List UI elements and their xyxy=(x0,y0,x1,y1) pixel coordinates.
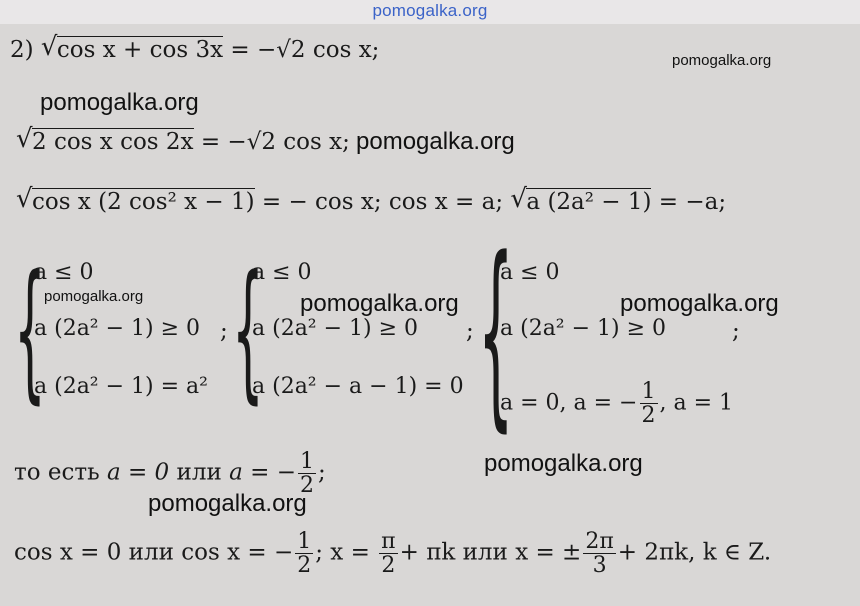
watermark-8: pomogalka.org xyxy=(148,490,307,517)
equation-3-rhs-2: = −a; xyxy=(658,189,727,215)
system-2-brace: { xyxy=(232,244,264,418)
semicolon-3: ; xyxy=(732,318,740,344)
equation-1-rhs: = −√2 cos x; xyxy=(230,37,380,63)
system-1-row-1: a ≤ 0 xyxy=(34,260,94,285)
system-1-row-3: a (2a² − 1) = a² xyxy=(34,374,208,399)
answer-line: cos x = 0 или cos x = − $\frac{1}{2}$ ; x = $\frac{\pi}{2}$ + πk или x = ± $\frac{2\pi}{3}$ + 2πk, k ∈ Z. xyxy=(14,529,772,579)
watermark-1: pomogalka.org xyxy=(672,52,772,69)
conclusion-line: то есть a = 0 или a = − $\frac{1}{2}$ ; xyxy=(14,449,326,499)
equation-line-2 xyxy=(16,128,350,154)
radical-2: √ 2 cos x cos 2x xyxy=(16,128,194,154)
equation-2-rhs: = −√2 cos x; xyxy=(200,129,350,155)
equation-line-3 xyxy=(16,188,726,214)
fraction-minus-half-3: $\frac{1}{2}$ xyxy=(297,529,312,579)
semicolon-1: ; xyxy=(220,318,228,344)
system-1-row-2: a (2a² − 1) ≥ 0 xyxy=(34,316,201,341)
fraction-minus-half-1: $\frac{1}{2}$ xyxy=(641,379,656,429)
watermark-7: pomogalka.org xyxy=(484,450,643,477)
fraction-2pi-third: $\frac{2\pi}{3}$ xyxy=(585,529,614,579)
watermark-5: pomogalka.org xyxy=(300,290,459,317)
fraction-pi-half: $\frac{\pi}{2}$ xyxy=(381,529,396,579)
watermark-2: pomogalka.org xyxy=(40,89,199,116)
system-1-brace: { xyxy=(14,244,46,418)
radical-4: √ a (2a² − 1) xyxy=(510,188,651,214)
site-header-mark[interactable]: pomogalka.org xyxy=(372,1,488,20)
system-2-row-2: a (2a² − 1) ≥ 0 xyxy=(252,316,419,341)
problem-number: 2) xyxy=(10,37,34,63)
equation-line-1 xyxy=(10,36,379,62)
watermark-4: pomogalka.org xyxy=(44,288,144,305)
fraction-minus-half-2: $\frac{1}{2}$ xyxy=(299,449,314,499)
watermark-6: pomogalka.org xyxy=(620,290,779,317)
semicolon-2: ; xyxy=(466,318,474,344)
system-2-row-3: a (2a² − a − 1) = 0 xyxy=(252,374,464,399)
system-3-row-1: a ≤ 0 xyxy=(500,260,560,285)
system-3-brace: { xyxy=(478,218,514,452)
system-2-row-1: a ≤ 0 xyxy=(252,260,312,285)
radical-3: √ cos x (2 cos² x − 1) xyxy=(16,188,255,214)
watermark-3: pomogalka.org xyxy=(356,128,515,155)
equation-3-rhs: = − cos x; cos x = a; xyxy=(261,189,504,215)
system-3-row-3: a = 0, a = − $\frac{1}{2}$ , a = 1 xyxy=(500,379,734,429)
radical-1: √ cos x + cos 3x xyxy=(41,36,223,62)
system-3-row-2: a (2a² − 1) ≥ 0 xyxy=(500,316,667,341)
